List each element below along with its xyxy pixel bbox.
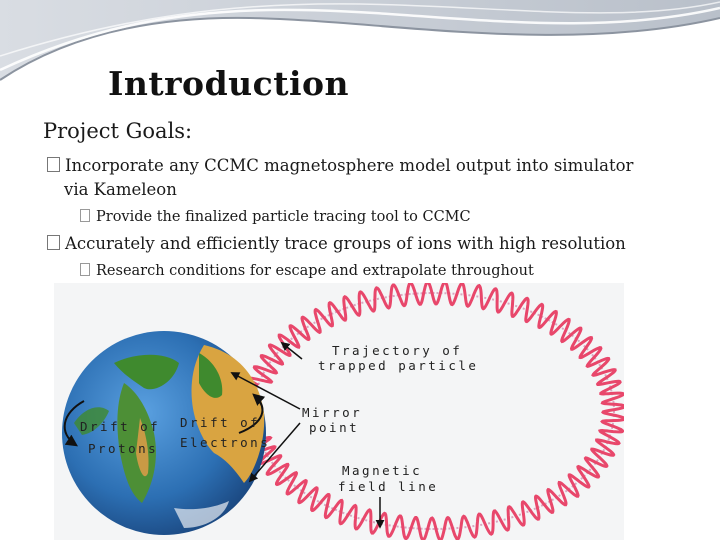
label-drift-protons-2: Protons — [88, 441, 159, 456]
slide-title: Introduction — [108, 64, 350, 103]
magnetosphere-diagram — [54, 283, 624, 540]
label-mirror-1: Mirror — [302, 405, 363, 420]
sub-bullet-2 — [80, 261, 534, 281]
sub-bullet-box-icon — [80, 209, 90, 222]
bullet-2 — [47, 232, 626, 256]
label-mirror-2: point — [309, 420, 360, 435]
label-drift-electrons-2: Electrons — [180, 435, 271, 450]
label-magnetic-2: field line — [338, 479, 439, 494]
sub-bullet-1-text: Provide the finalized particle tracing tool to CCMC — [96, 209, 471, 225]
slide-subtitle: Project Goals: — [43, 119, 193, 143]
bullet-1 — [47, 154, 687, 202]
sub-bullet-box-icon — [80, 263, 90, 276]
label-magnetic-1: Magnetic — [342, 463, 423, 478]
bullet-box-icon — [47, 235, 60, 250]
bullet-box-icon — [47, 157, 60, 172]
label-trajectory-2: trapped particle — [318, 358, 479, 373]
bullet-2-text: Accurately and efficiently trace groups of ions with high resolution — [65, 234, 626, 253]
sub-bullet-2-text: Research conditions for escape and extrapolate throughout — [96, 263, 534, 279]
sub-bullet-1 — [80, 207, 471, 227]
bullet-1-continuation: via Kameleon — [64, 180, 177, 199]
label-drift-electrons-1: Drift of — [180, 415, 261, 430]
label-trajectory-1: Trajectory of — [332, 343, 463, 358]
label-drift-protons-1: Drift of — [80, 419, 161, 434]
bullet-1-text: Incorporate any CCMC magnetosphere model output into simulator — [65, 156, 634, 175]
